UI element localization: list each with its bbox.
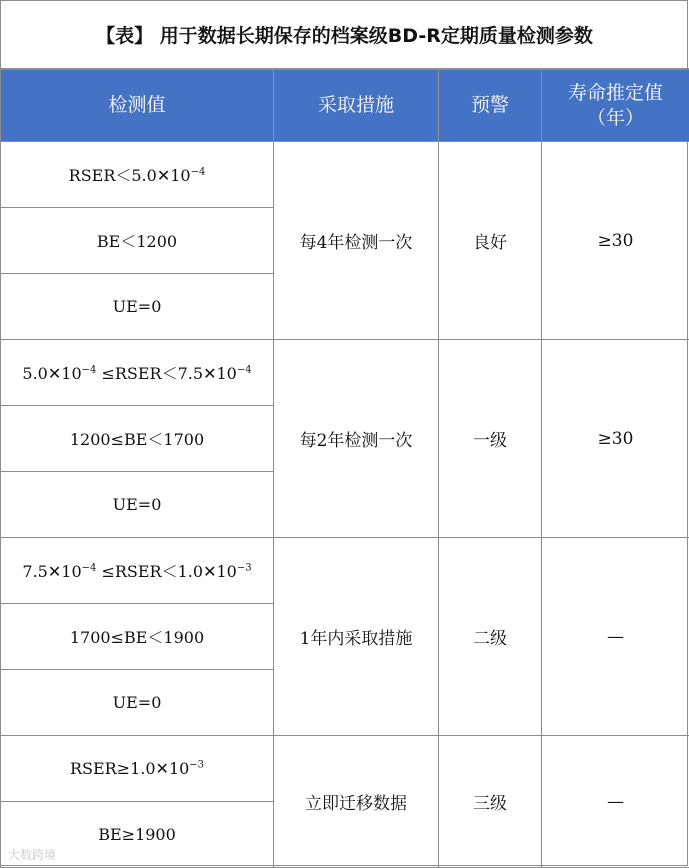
life-cell: ≥30 [542,340,689,538]
action-cell: 每4年检测一次 [274,142,439,340]
life-cell: ≥30 [542,142,689,340]
action-cell: 1年内采取措施 [274,538,439,736]
detect-cell: $5.0✕10^{-4}$ $\le RSER<7.5✕10^{-4}$ [1,340,274,406]
parameter-table [0,69,689,868]
detect-cell: BE＜1200 [1,208,274,274]
warn-cell: 一级 [439,340,542,538]
table-row [1,142,689,208]
detect-cell: BE≥1900 [1,802,274,868]
detect-cell: 1200≤BE＜1700 [1,406,274,472]
warn-cell: 二级 [439,538,542,736]
action-cell: 立即迁移数据 [274,736,439,868]
header-life-line1: 寿命推定值 [568,82,663,104]
life-cell: — [542,538,689,736]
warn-cell: 良好 [439,142,542,340]
detect-cell: UE=0 [1,274,274,340]
warn-cell: 三级 [439,736,542,868]
header-warn: 预警 [439,70,542,142]
header-life-line2: （年） [587,107,644,129]
detect-cell: $RSER\ge 1.0✕10^{-3}$ [1,736,274,802]
header-detect: 检测值 [1,70,274,142]
detect-cell: $RSER<5.0✕10^{-4}$ [1,142,274,208]
life-cell: — [542,736,689,868]
detect-cell: UE=0 [1,670,274,736]
header-action: 采取措施 [274,70,439,142]
watermark: 大数跨境 [8,846,56,863]
table-row [1,736,689,802]
action-cell: 每2年检测一次 [274,340,439,538]
detect-cell: $7.5✕10^{-4}$ $\le RSER<1.0✕10^{-3}$ [1,538,274,604]
detect-cell: UE=0 [1,472,274,538]
header-row [1,70,689,142]
table-row [1,340,689,406]
header-life [542,70,689,142]
table-row [1,538,689,604]
table-title: 【表】 用于数据长期保存的档案级BD-R定期质量检测参数 [0,0,689,69]
detect-cell: 1700≤BE＜1900 [1,604,274,670]
